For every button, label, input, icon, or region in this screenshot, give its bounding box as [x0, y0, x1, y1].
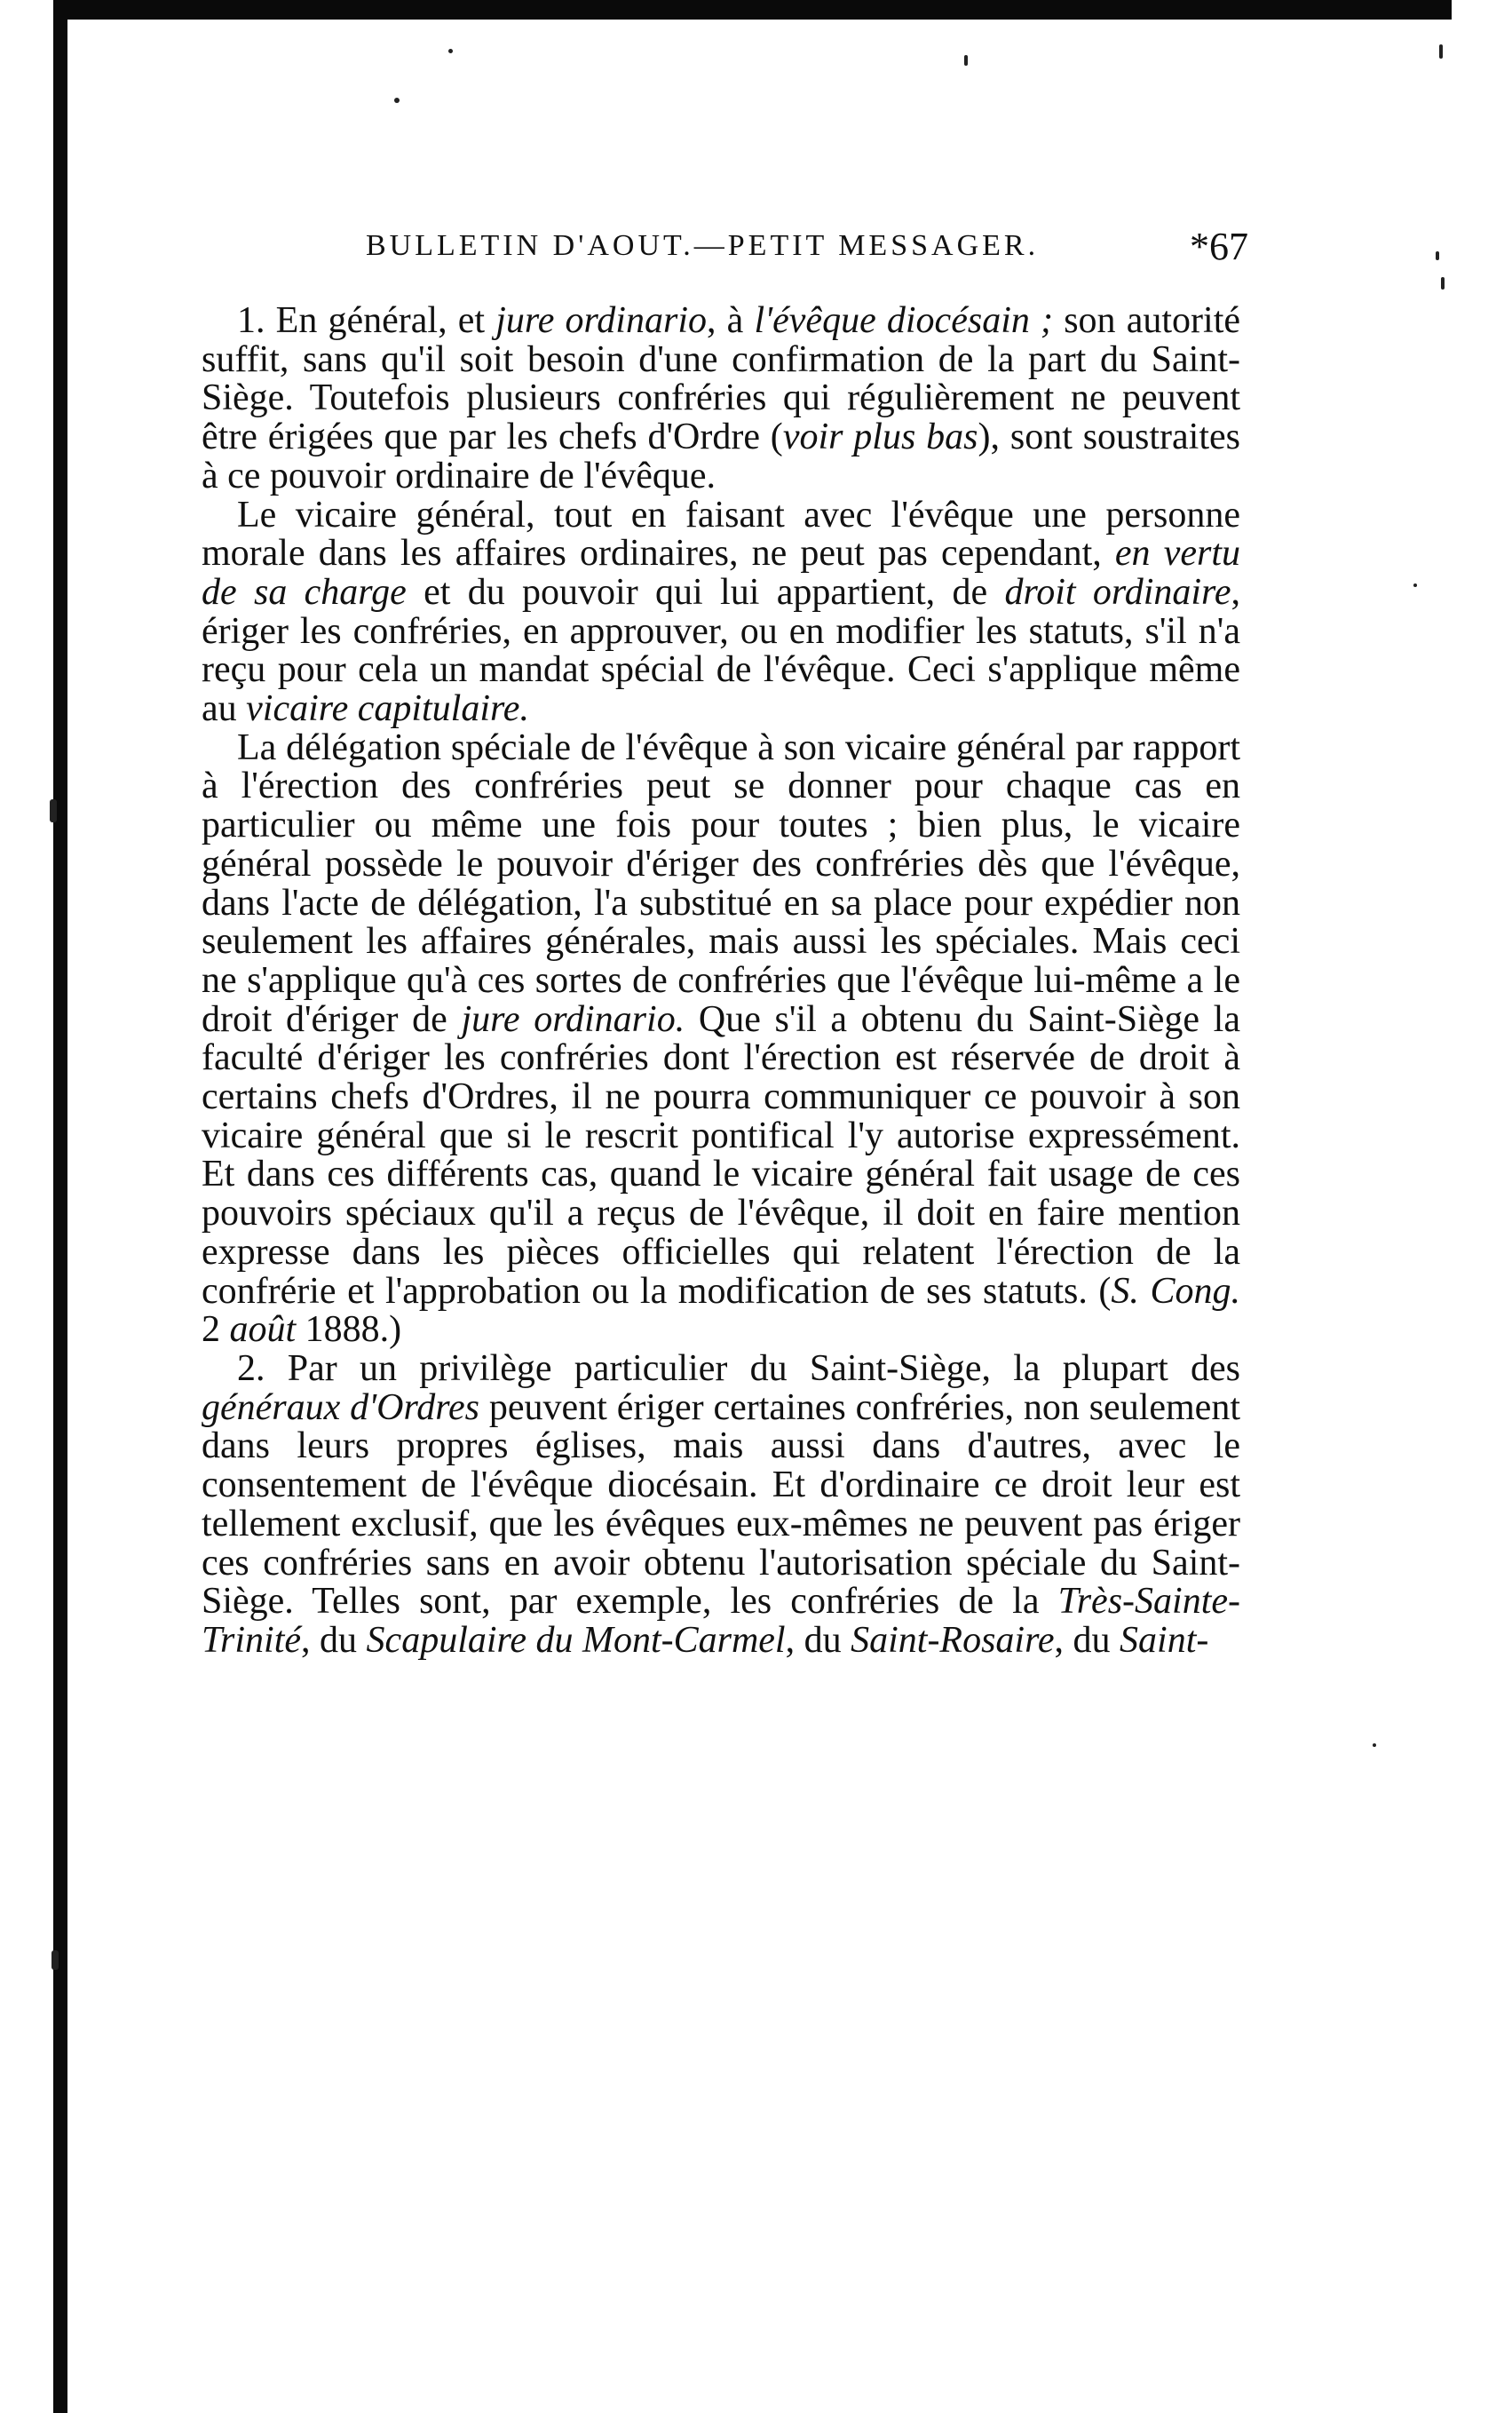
italic-text: en vertu de sa charge — [202, 533, 1240, 613]
scan-speck — [50, 799, 57, 822]
scan-speck — [394, 98, 400, 103]
text-run: 2. Par un privilège particulier du Saint-Siège, la plupart des — [237, 1347, 1240, 1389]
text-run: , ériger les confréries, en approuver, ou en modifier les statuts, s'il n'a reçu pour cela un mandat spécial de l'évêque. Ceci s'applique même au — [202, 571, 1240, 730]
italic-text: Saint- — [1120, 1619, 1209, 1661]
page-header — [0, 225, 1512, 274]
text-run: La délégation spéciale de l'évêque à son vicaire général par rapport à l'érection des confréries peut se donner pour chaque cas en particulier ou même une fois pour toutes ; bien plus, le vicaire général possède le pouvoir d'ériger des confréries dès que l'évêque, dans l'acte de délégation, l'a substitué en sa place pour expédier non seulement les affaires générales, mais aussi les spéciales. Mais ceci ne s'applique qu'à ces sortes de confréries que l'évêque lui-même a le droit d'ériger de — [202, 726, 1240, 1040]
paragraph — [202, 302, 1240, 496]
text-run: , à — [707, 300, 755, 341]
text-run: , du — [301, 1619, 367, 1661]
scan-speck — [51, 1950, 59, 1970]
scan-speck — [1439, 44, 1443, 59]
left-border-rule — [53, 0, 67, 2413]
paragraph — [202, 726, 1240, 1351]
italic-text: vicaire capitulaire. — [246, 688, 529, 730]
text-run: 2 — [202, 1309, 230, 1351]
italic-text: l'évêque diocésain ; — [754, 300, 1054, 341]
page-number: *67 — [1190, 225, 1248, 268]
italic-text: jure ordinario. — [461, 998, 685, 1040]
text-run: , du — [1054, 1619, 1120, 1661]
text-run: , du — [785, 1619, 851, 1661]
scan-speck — [448, 49, 453, 53]
text-run: 1. En général, et — [237, 300, 496, 341]
italic-text: Très-Sainte-Trinité — [202, 1581, 1240, 1661]
scan-speck — [1441, 277, 1445, 290]
scan-speck — [964, 55, 968, 66]
text-run: Que s'il a obtenu du Saint-Siège la faculté d'ériger les confréries dont l'érection est réservée de droit à certains chefs d'Ordres, il ne pourra communiquer ce pouvoir à son vicaire général que si le rescrit pontifical l'y autorise expressément. Et dans ces différents cas, quand le vicaire général fait usage de ces pouvoirs spéciaux qu'il a reçus de l'évêque, il doit en faire mention expresse dans les pièces officielles qui relatent l'érection de la confrérie et l'approbation ou la modification de ses statuts. ( — [202, 998, 1240, 1312]
text-run: peuvent ériger certaines confréries, non seulement dans leurs propres églises, mais aussi dans d'autres, avec le consentement de l'évêque diocésain. Et d'ordinaire ce droit leur est tellement exclusif, que les évêques eux-mêmes ne peuvent pas ériger ces confréries sans en avoir obtenu l'autorisation spéciale du Saint-Siège. Telles sont, par exemple, les confréries de la — [202, 1386, 1240, 1623]
italic-text: jure ordinario — [495, 300, 707, 341]
scan-speck — [1373, 1743, 1376, 1747]
paragraph — [202, 496, 1240, 729]
italic-text: Saint-Rosaire — [851, 1619, 1055, 1661]
scan-speck — [1413, 583, 1417, 587]
italic-text: août — [229, 1309, 297, 1351]
italic-text: généraux d'Ordres — [202, 1386, 480, 1428]
text-run: 1888.) — [296, 1309, 402, 1351]
paragraph — [202, 1347, 1240, 1661]
italic-text: voir plus bas — [782, 417, 978, 458]
text-run: son autorité suffit, sans qu'il soit besoin d'une confirmation de la part du Saint-Siège. Toutefois plusieurs confréries qui régulièrement ne peuvent être érigées que par les chefs d'Ordre ( — [202, 300, 1241, 458]
top-border-rule — [53, 0, 1452, 20]
italic-text: S. Cong. — [1111, 1270, 1240, 1312]
text-run: et du pouvoir qui lui appartient, de — [406, 571, 1005, 613]
italic-text: Scapulaire du Mont-Carmel — [366, 1619, 786, 1661]
running-title: BULLETIN D'AOUT.—PETIT MESSAGER. — [366, 229, 1040, 262]
text-run: ), sont soustraites à ce pouvoir ordinaire de l'évêque. — [202, 417, 1241, 496]
text-run: Le vicaire général, tout en faisant avec l'évêque une personne morale dans les affaires ordinaires, ne peut pas cependant, — [202, 494, 1240, 575]
italic-text: droit ordinaire — [1004, 571, 1231, 613]
body-text — [202, 302, 1240, 1661]
